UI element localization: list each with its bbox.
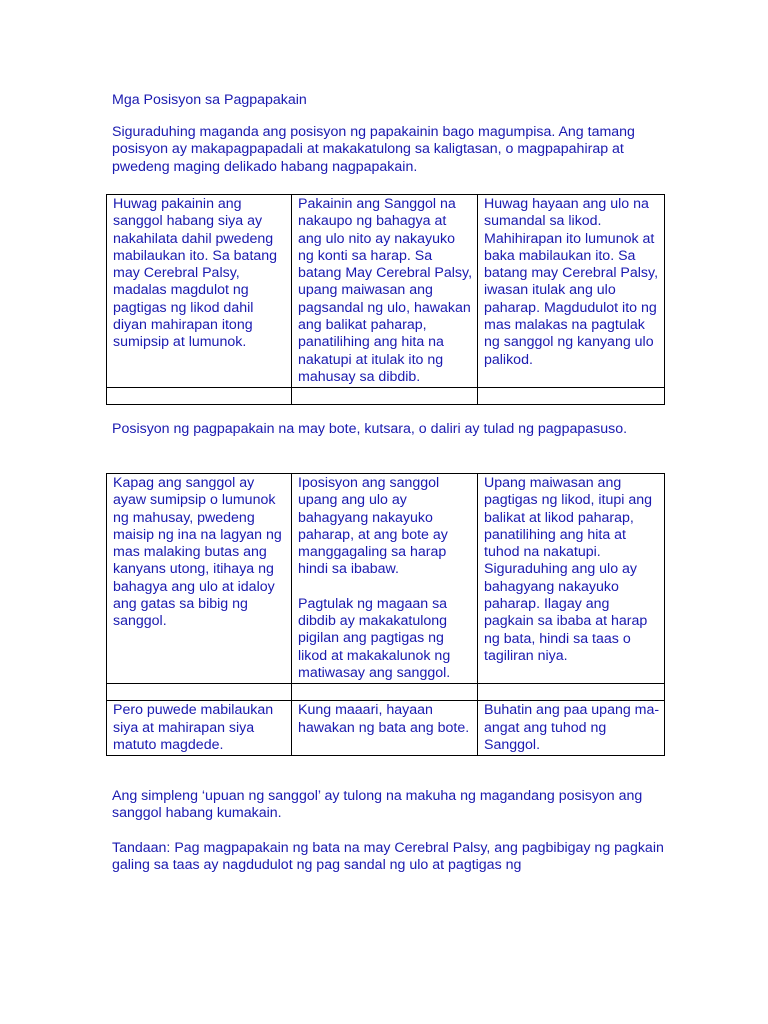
intro-paragraph: Siguraduhing maganda ang posisyon ng papakainin bago magumpisa. Ang tamang posisyon ay makapagpapadali at makakatulong sa kaligtasan, o magpapahirap at pwedeng maging delikado habang nagpapakain. bbox=[112, 124, 635, 175]
table-cell: Huwag pakainin ang sanggol habang siya ay nakahilata dahil pwedeng mabilaukan ito. Sa batang may Cerebral Palsy, madalas magdulot ng pagtigas ng likod dahil diyan mahirapan itong sumipsip at lumunok. bbox=[107, 195, 292, 388]
table-cell: Pakainin ang Sanggol na nakaupo ng bahagya at ang ulo nito ay nakayuko ng konti sa harap. Sa batang May Cerebral Palsy, upang maiwasan ang pagsandal ng ulo, hawakan ang balikat paharap, panatilihing ang hita na nakatupi at itulak ito ng mahusay sa dibdib. bbox=[292, 195, 478, 388]
table-cell-empty bbox=[107, 388, 292, 405]
table-row bbox=[107, 195, 665, 388]
table-cell-empty bbox=[107, 684, 292, 701]
table-cell: Kapag ang sanggol ay ayaw sumipsip o lumunok ng mahusay, pwedeng maisip ng ina na lagyan ng mas malaking butas ang kanyans utong, itihaya ng bahagya ang ulo at idaloy ang gatas sa bibig ng sanggol. bbox=[107, 474, 292, 684]
table-row bbox=[107, 701, 665, 756]
positions-table bbox=[106, 194, 665, 405]
table-cell-empty bbox=[478, 388, 665, 405]
bottle-paragraph: Posisyon ng pagpapakain na may bote, kutsara, o daliri ay tulad ng pagpapasuso. bbox=[112, 421, 628, 437]
table-cell-empty bbox=[478, 684, 665, 701]
table-row-empty bbox=[107, 388, 665, 405]
note-paragraph: Tandaan: Pag magpapakain ng bata na may Cerebral Palsy, ang pagbibigay ng pagkain galing sa taas ay nagdudulot ng pag sandal ng ulo at pagtigas ng bbox=[112, 840, 664, 874]
table-row-empty bbox=[107, 684, 665, 701]
cell-paragraph: Pagtulak ng magaan sa dibdib ay makakatulong pigilan ang pagtigas ng likod at makakalunok ng matiwasay ang sanggol. bbox=[298, 595, 451, 681]
table-cell: Buhatin ang paa upang ma-angat ang tuhod ng Sanggol. bbox=[478, 701, 665, 756]
table-cell: Upang maiwasan ang pagtigas ng likod, itupi ang balikat at likod paharap, panatilihing ang hita at tuhod na nakatupi. Siguraduhing ang ulo ay bahagyang nakayuko paharap. Ilagay ang pagkain sa ibaba at harap ng bata, hindi sa taas o tagiliran niya. bbox=[478, 474, 665, 684]
cell-paragraph: Iposisyon ang sanggol upang ang ulo ay bahagyang nakayuko paharap, at ang bote ay manggagaling sa harap hindi sa ibabaw. bbox=[298, 475, 448, 578]
table-cell bbox=[292, 474, 478, 684]
table-cell: Huwag hayaan ang ulo na sumandal sa likod. Mahihirapan ito lumunok at baka mabilaukan ito. Sa batang may Cerebral Palsy, iwasan itulak ang ulo paharap. Magdudulot ito ng mas malakas na pagtulak ng sanggol ng kanyang ulo palikod. bbox=[478, 195, 665, 388]
chair-paragraph: Ang simpleng ‘upuan ng sanggol’ ay tulong na makuha ng magandang posisyon ang sanggol habang kumakain. bbox=[112, 788, 643, 822]
document-title: Mga Posisyon sa Pagpapakain bbox=[112, 92, 307, 108]
table-cell: Pero puwede mabilaukan siya at mahirapan siya matuto magdede. bbox=[107, 701, 292, 756]
bottle-feeding-table bbox=[106, 473, 665, 756]
table-row bbox=[107, 474, 665, 684]
table-cell: Kung maaari, hayaan hawakan ng bata ang bote. bbox=[292, 701, 478, 756]
table-cell-empty bbox=[292, 684, 478, 701]
table-cell-empty bbox=[292, 388, 478, 405]
